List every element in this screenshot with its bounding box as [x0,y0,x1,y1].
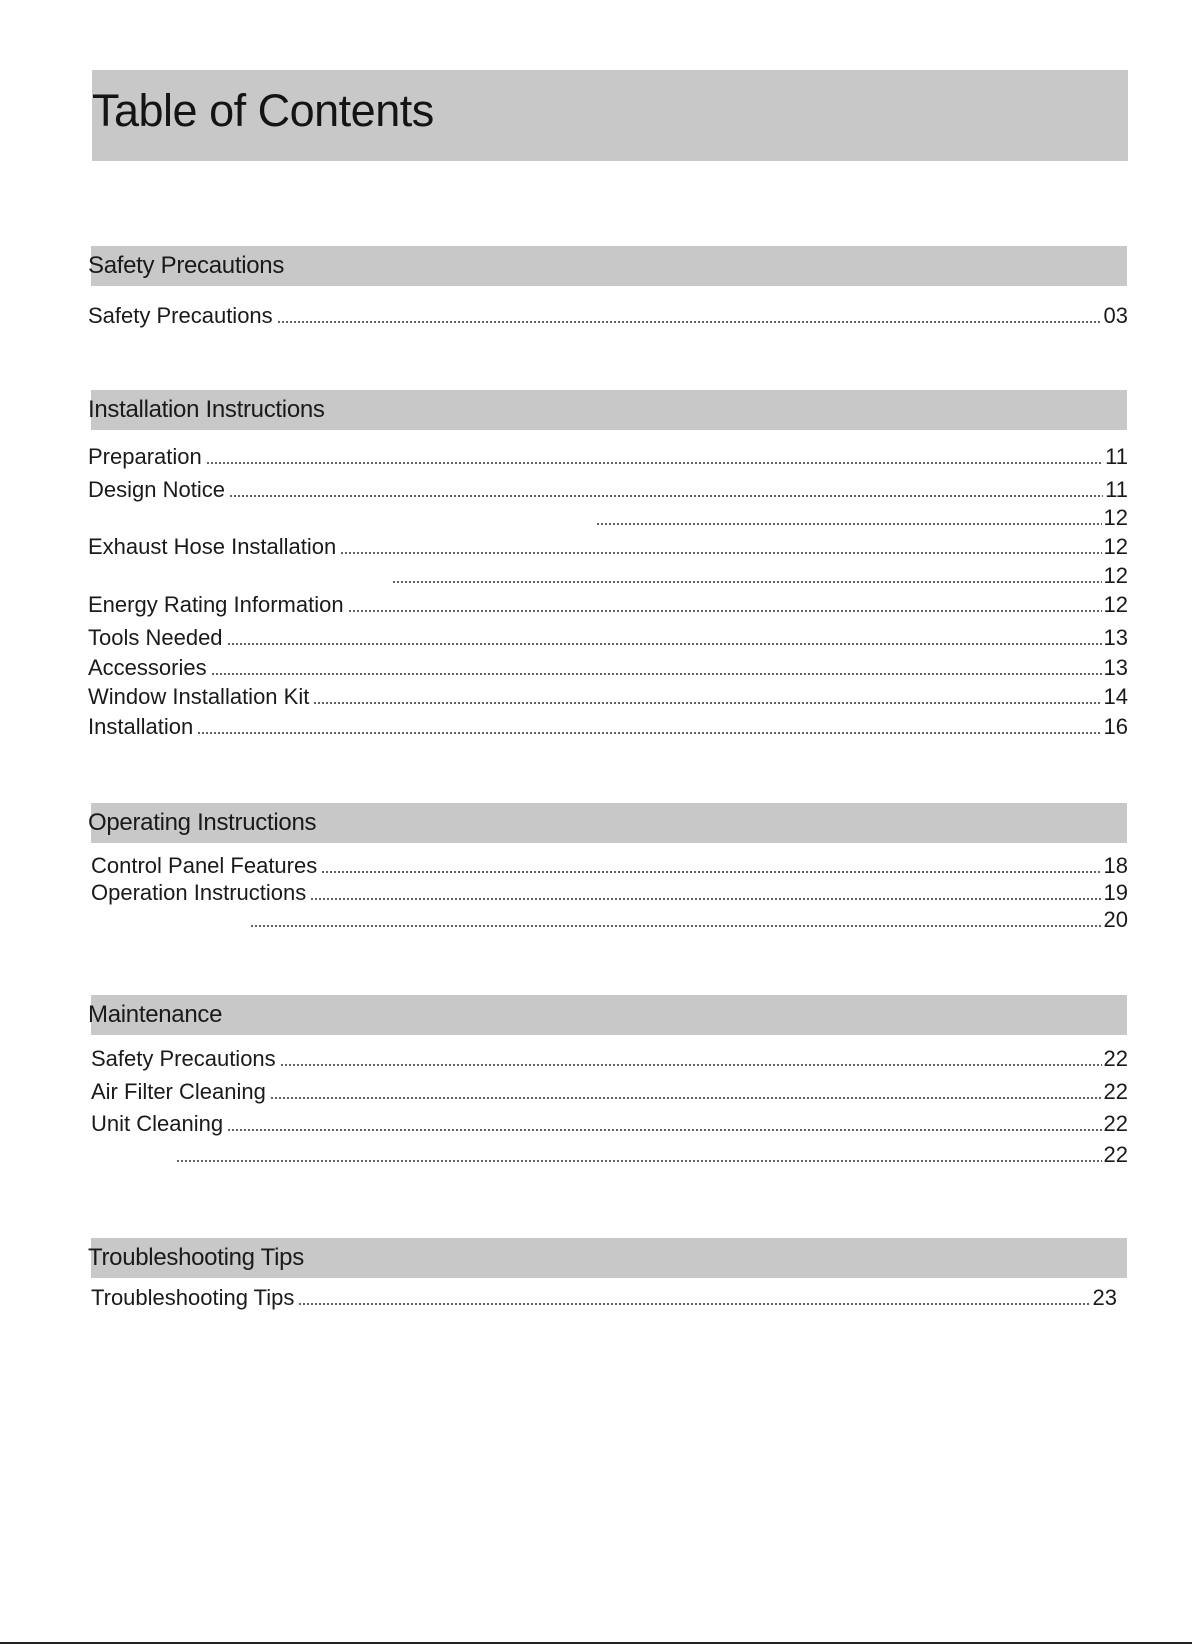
toc-entry[interactable] [592,504,1128,532]
dot-leader [197,730,1101,735]
toc-entry[interactable] [88,683,1128,711]
toc-entry-label: Preparation [88,444,202,469]
toc-entry-page: 16 [1103,714,1128,739]
section-title: Installation Instructions [88,396,325,423]
toc-entry-label: Unit Cleaning [91,1111,224,1136]
toc-entry-page: 11 [1105,477,1128,502]
dot-leader [270,1095,1102,1100]
toc-entry[interactable] [91,1110,1128,1138]
dot-leader [250,923,1102,928]
toc-entry-page: 12 [1103,534,1128,559]
dot-leader [321,869,1101,874]
toc-entry[interactable] [91,852,1128,880]
toc-entry[interactable] [91,1284,1117,1312]
toc-entry-label: Troubleshooting Tips [91,1285,295,1310]
toc-section-troubleshooting-tips [88,1238,1128,1318]
toc-entry-page: 23 [1092,1285,1117,1310]
toc-entry[interactable] [91,1045,1128,1073]
toc-section-installation-instructions [88,390,1128,750]
toc-entry-label: Safety Precautions [88,303,273,328]
dot-leader [280,1062,1102,1067]
toc-entry[interactable] [246,906,1128,934]
toc-entry[interactable] [172,1141,1128,1169]
toc-entry[interactable] [91,879,1128,907]
toc-entry[interactable] [88,476,1128,504]
toc-entry-page: 22 [1103,1142,1128,1167]
toc-entry-label: Air Filter Cleaning [91,1079,266,1104]
toc-entry-label: Energy Rating Information [88,592,344,617]
section-title: Maintenance [88,1001,223,1028]
toc-entry[interactable] [88,443,1128,471]
dot-leader [392,579,1102,584]
section-header [91,995,1127,1035]
toc-entry[interactable] [388,562,1128,590]
toc-entry-page: 12 [1103,592,1128,617]
toc-entry-label: Control Panel Features [91,853,318,878]
toc-section-operating-instructions [88,803,1128,933]
dot-leader [227,641,1102,646]
page-title: Table of Contents [92,85,434,136]
toc-entry-label: Exhaust Hose Installation [88,534,337,559]
dot-leader [340,550,1101,555]
toc-entry-page: 14 [1103,684,1128,709]
toc-entry-label: Window Installation Kit [88,684,310,709]
dot-leader [298,1301,1090,1306]
dot-leader [596,521,1102,526]
toc-entry-page: 13 [1103,625,1128,650]
dot-leader [277,319,1102,324]
section-title: Troubleshooting Tips [88,1244,304,1271]
toc-entry-page: 18 [1103,853,1128,878]
toc-entry-label: Operation Instructions [91,880,307,905]
toc-entry-label: Installation [88,714,194,739]
toc-entry[interactable] [91,1078,1128,1106]
toc-entry-page: 13 [1103,655,1128,680]
toc-entry-page: 22 [1103,1079,1128,1104]
toc-entry-page: 12 [1103,563,1128,588]
toc-entry-page: 22 [1103,1046,1128,1071]
dot-leader [229,493,1103,498]
dot-leader [206,460,1103,465]
toc-entry-page: 03 [1103,303,1128,328]
page-title-bar [92,70,1128,161]
toc-entry-page: 22 [1103,1111,1128,1136]
toc-entry-label: Accessories [88,655,207,680]
dot-leader [313,700,1101,705]
toc-entry-label: Design Notice [88,477,225,502]
toc-entry-label: Tools Needed [88,625,223,650]
toc-section-safety-precautions [88,246,1128,336]
toc-entry[interactable] [88,591,1128,619]
section-title: Safety Precautions [88,252,285,279]
dot-leader [176,1158,1102,1163]
toc-entry-page: 12 [1103,505,1128,530]
toc-entry[interactable] [88,713,1128,741]
dot-leader [348,608,1102,613]
toc-entry-label: Safety Precautions [91,1046,276,1071]
dot-leader [211,671,1102,676]
footer-rule [0,1642,1192,1644]
toc-entry[interactable] [88,533,1128,561]
toc-entry[interactable] [88,654,1128,682]
toc-entry[interactable] [88,302,1128,330]
dot-leader [227,1127,1101,1132]
section-title: Operating Instructions [88,809,317,836]
toc-section-maintenance [88,995,1128,1175]
toc-entry[interactable] [88,624,1128,652]
toc-entry-page: 20 [1103,907,1128,932]
toc-entry-page: 11 [1105,444,1128,469]
dot-leader [310,896,1101,901]
toc-entry-page: 19 [1103,880,1128,905]
